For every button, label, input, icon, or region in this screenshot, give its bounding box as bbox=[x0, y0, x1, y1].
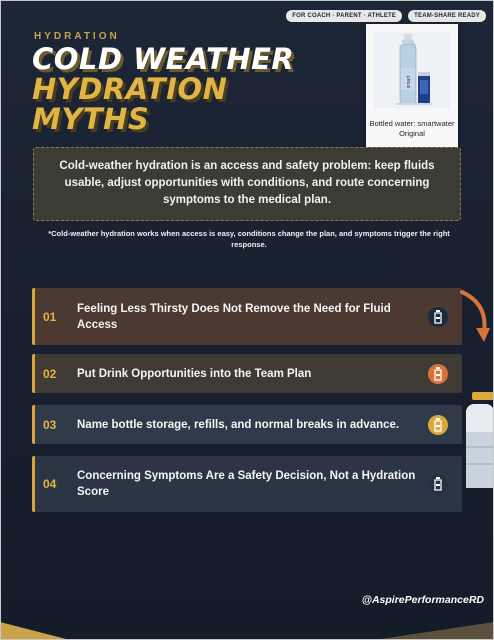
corner-accent-right bbox=[374, 622, 494, 640]
product-photo-card bbox=[366, 24, 458, 152]
intro-callout: Cold-weather hydration is an access and safety problem: keep fluids usable, adjust opportunities with conditions, and route concerning symptoms to the medical plan. bbox=[33, 147, 461, 221]
corner-accent-left bbox=[0, 622, 70, 640]
myth-number: 03 bbox=[43, 417, 57, 432]
title-line-3: MYTHS bbox=[32, 102, 150, 136]
bottle-photo bbox=[374, 32, 450, 108]
share-tag: TEAM-SHARE READY bbox=[408, 10, 486, 22]
myth-card-3 bbox=[32, 405, 462, 444]
water-bottle-illustration bbox=[466, 392, 494, 488]
water-bottle-icon bbox=[428, 415, 448, 435]
eyebrow-label: HYDRATION bbox=[34, 31, 120, 42]
myth-number: 02 bbox=[43, 366, 57, 381]
page-title bbox=[32, 44, 294, 134]
myth-card-2 bbox=[32, 354, 462, 393]
title-line-1: COLD WEATHER bbox=[32, 42, 295, 76]
myth-number: 01 bbox=[43, 309, 57, 324]
myth-text: Concerning Symptoms Are a Safety Decision, Not a Hydration Score bbox=[77, 470, 416, 498]
water-bottle-icon bbox=[428, 364, 448, 384]
myth-card-4 bbox=[32, 456, 462, 512]
social-handle: @AspirePerformanceRD bbox=[361, 594, 484, 606]
audience-tag: FOR COACH · PARENT · ATHLETE bbox=[286, 10, 402, 22]
myth-text: Put Drink Opportunities into the Team Plan bbox=[77, 367, 312, 380]
water-bottle-icon bbox=[428, 307, 448, 327]
myth-number: 04 bbox=[43, 477, 57, 491]
myth-text: Feeling Less Thirsty Does Not Remove the Need for Fluid Access bbox=[77, 302, 391, 331]
myth-text: Name bottle storage, refills, and normal breaks in advance. bbox=[77, 418, 400, 431]
title-line-2: HYDRATION bbox=[32, 72, 228, 106]
audience-tags bbox=[286, 10, 486, 22]
footnote: *Cold-weather hydration works when access is easy, conditions change the plan, and symptoms trigger the right response. bbox=[48, 229, 450, 249]
svg-text:smart: smart bbox=[406, 75, 412, 89]
curved-arrow-icon bbox=[448, 290, 492, 350]
photo-caption-line-1: Bottled water: smartwater bbox=[369, 119, 455, 128]
myth-card-1 bbox=[32, 288, 462, 345]
water-bottle-icon bbox=[428, 474, 448, 494]
photo-caption bbox=[368, 119, 456, 139]
photo-caption-line-2: Original bbox=[399, 129, 425, 138]
